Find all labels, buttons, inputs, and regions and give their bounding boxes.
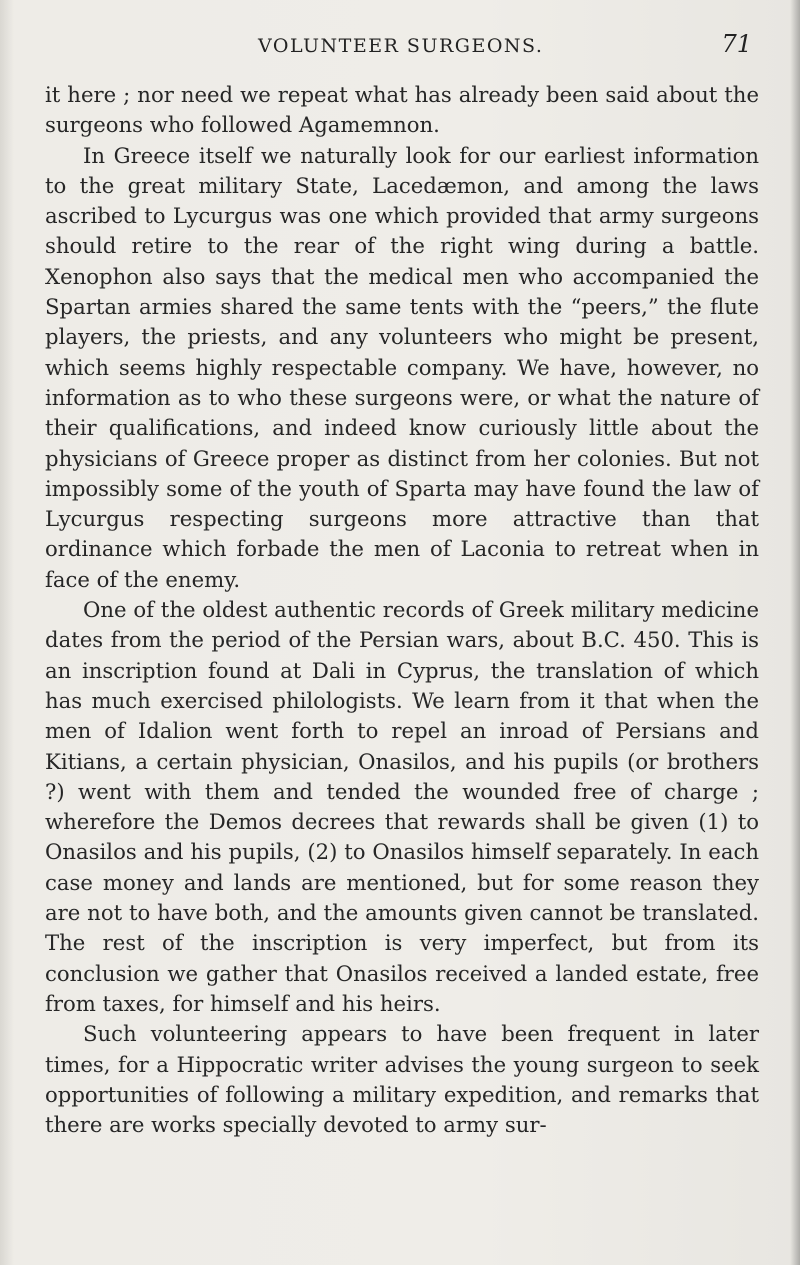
running-head: VOLUNTEER SURGEONS.: [258, 35, 544, 57]
page-edge-shadow: [790, 0, 800, 1265]
paragraph-3: One of the oldest authentic records of Greek military medicine dates from the period of the Persian wars, about B.C. 450. This is an inscription found at Dali in Cyprus, the translation of which has much exercised philologists. We learn from it that when the men of Idalion went forth to repel an inroad of Persians and Kitians, a certain physician, Onasilos, and his pupils (or brothers ?) went with them and tended the wounded free of charge ; wherefore the Demos decrees that rewards shall be given (1) to Onasilos and his pupils, (2) to Onasilos himself separately. In each case money and lands are mentioned, but for some reason they are not to have both, and the amounts given cannot be translated. The rest of the inscription is very imperfect, but from its conclusion we gather that Onasilos received a landed estate, free from taxes, for himself and his heirs.: [45, 597, 759, 1016]
paragraph-4: Such volunteering appears to have been frequent in later times, for a Hippocratic writer advises the young surgeon to seek opportunities of following a military expedition, and remarks that there are works specially devoted to army sur-: [45, 1021, 759, 1138]
body-text: [45, 80, 759, 1140]
page-header: [40, 30, 760, 70]
page-number: 71: [721, 30, 752, 58]
paragraph-2: In Greece itself we naturally look for our earliest information to the great military State, Lacedæmon, and among the laws ascribed to Lycurgus was one which provided that army surgeons should retire to the rear of the right wing during a battle. Xenophon also says that the medical men who accompanied the Spartan armies shared the same tents with the “peers,” the flute players, the priests, and any volunteers who might be present, which seems highly respectable company. We have, however, no information as to who these surgeons were, or what the nature of their qualifications, and indeed know curiously little about the physicians of Greece proper as distinct from her colonies. But not impossibly some of the youth of Sparta may have found the law of Lycurgus respecting surgeons more attractive than that ordinance which forbade the men of Laconia to retreat when in face of the enemy.: [45, 142, 759, 592]
paragraph-1: it here ; nor need we repeat what has already been said about the surgeons who followed Agamemnon.: [45, 82, 759, 138]
